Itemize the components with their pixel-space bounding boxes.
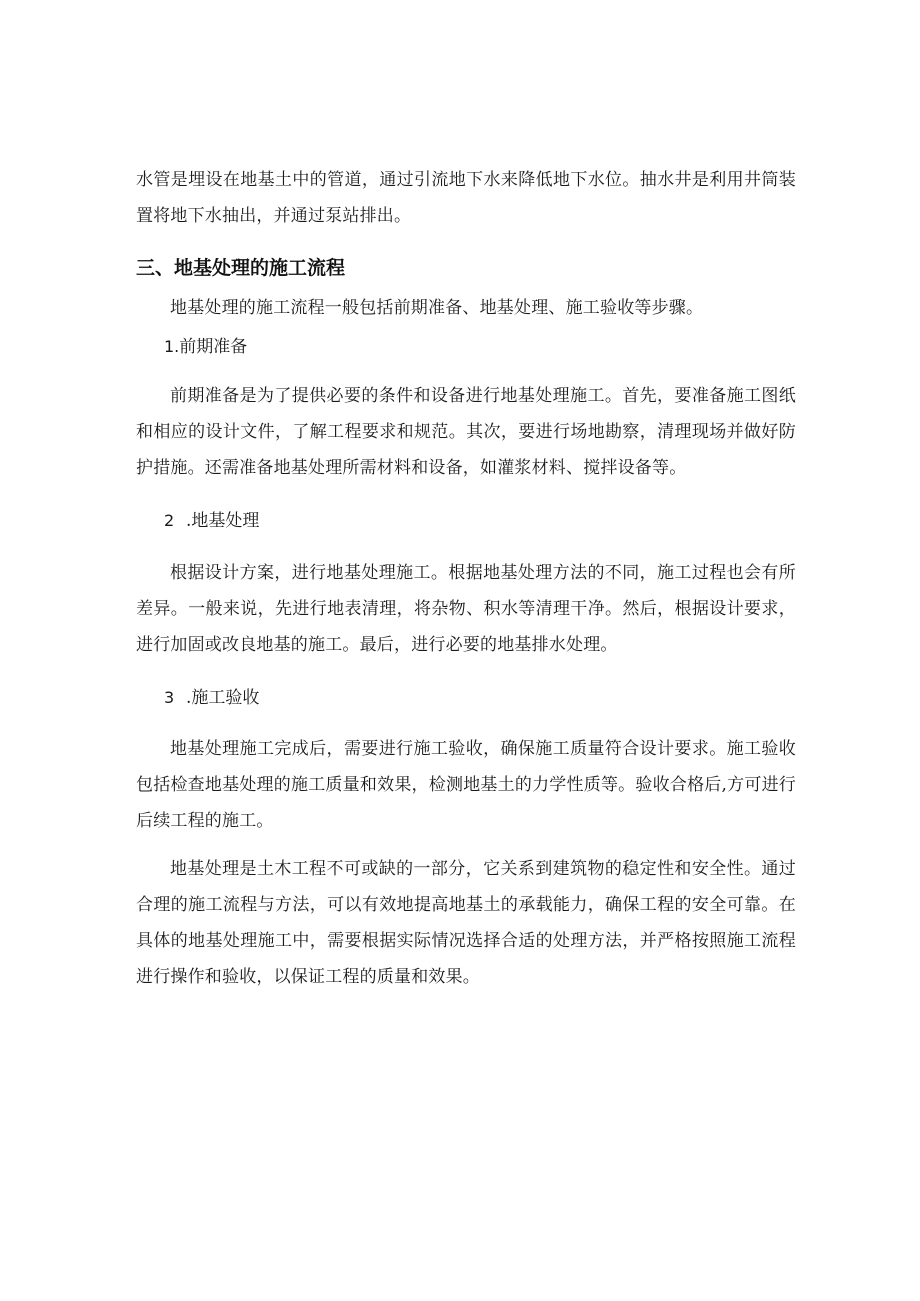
section-heading: 三、地基处理的施工流程 [136,257,346,279]
step-1-number: 1. [164,337,180,356]
step-2-title: .地基处理 [186,511,260,531]
step-3-body: 地基处理施工完成后，需要进行施工验收，确保施工质量符合设计要求。施工验收包括检查地基处理的施工质量和效果，检测地基土的力学性质等。验收合格后,方可进行后续工程的施工。 [136,739,796,831]
step-2-body: 根据设计方案，进行地基处理施工。根据地基处理方法的不同，施工过程也会有所差异。一般来说，先进行地表清理，将杂物、积水等清理干净。然后，根据设计要求，进行加固或改良地基的施工。最后，进行必要的地基排水处理。 [136,563,796,655]
step-3-title: .施工验收 [186,688,260,708]
step-2-heading [164,507,259,535]
paragraph-drainage-continuation: 水管是埋设在地基土中的管道，通过引流地下水来降低地下水位。抽水井是利用井筒装置将地下水抽出，并通过泵站排出。 [136,170,796,226]
step-1-heading [164,333,247,361]
step-3-number: 3 [164,688,175,707]
step-1-body: 前期准备是为了提供必要的条件和设备进行地基处理施工。首先，要准备施工图纸和相应的设计文件，了解工程要求和规范。其次，要进行场地勘察，清理现场并做好防护措施。还需准备地基处理所需材料和设备，如灌浆材料、搅拌设备等。 [136,386,796,478]
step-3-heading [164,684,259,712]
step-1-title: 前期准备 [179,337,248,357]
section-intro: 地基处理的施工流程一般包括前期准备、地基处理、施工验收等步骤。 [170,298,704,318]
conclusion-paragraph: 地基处理是土木工程不可或缺的一部分，它关系到建筑物的稳定性和安全性。通过合理的施工流程与方法，可以有效地提高地基土的承载能力，确保工程的安全可靠。在具体的地基处理施工中，需要根据实际情况选择合适的处理方法，并严格按照施工流程进行操作和验收，以保证工程的质量和效果。 [136,859,796,987]
step-2-number: 2 [164,511,175,530]
